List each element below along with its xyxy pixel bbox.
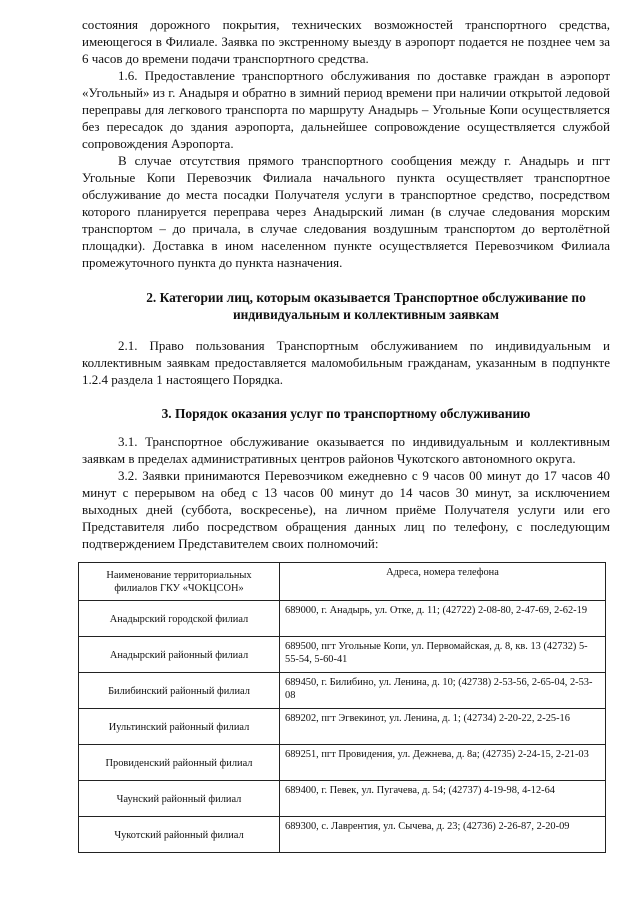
branch-address-cell: 689251, пгт Провидения, ул. Дежнева, д. 8а; (42735) 2-24-15, 2-21-03	[280, 745, 606, 781]
branch-address-cell: 689202, пгт Эгвекинот, ул. Ленина, д. 1; (42734) 2-20-22, 2-25-16	[280, 709, 606, 745]
table-row	[79, 781, 606, 817]
branch-name-cell: Анадырский районный филиал	[79, 637, 280, 673]
branch-name-cell: Чаунский районный филиал	[79, 781, 280, 817]
paragraph-1-6: 1.6. Предоставление транспортного обслуживания по доставке граждан в аэропорт «Угольный» из г. Анадыря и обратно в зимний период времени при наличии открытой ледовой переправы для легкового транспорта по маршруту Анадырь – Угольные Копи осуществляется без пересадок до здания аэропорта, дальнейшее сопровождение осуществляется службой сопровождения Аэропорта.	[82, 68, 610, 151]
branches-table	[78, 562, 606, 853]
header-address: Адреса, номера телефона	[280, 563, 606, 601]
branch-name-cell: Провиденский районный филиал	[79, 745, 280, 781]
branch-name-cell: Билибинский районный филиал	[79, 673, 280, 709]
table-row	[79, 817, 606, 853]
branch-name-cell: Иультинский районный филиал	[79, 709, 280, 745]
branch-address-cell: 689400, г. Певек, ул. Пугачева, д. 54; (42737) 4-19-98, 4-12-64	[280, 781, 606, 817]
section-3-heading: 3. Порядок оказания услуг по транспортному обслуживанию	[161, 406, 531, 421]
header-branch-name: Наименование территориальных филиалов ГКУ «ЧОКЦСОН»	[79, 563, 280, 601]
table-row	[79, 709, 606, 745]
table-header-row	[79, 563, 606, 601]
table-row	[79, 637, 606, 673]
table-row	[79, 601, 606, 637]
branch-address-cell: 689000, г. Анадырь, ул. Отке, д. 11; (42722) 2-08-80, 2-47-69, 2-62-19	[280, 601, 606, 637]
table-row	[79, 673, 606, 709]
branch-address-cell: 689500, пгт Угольные Копи, ул. Первомайская, д. 8, кв. 13 (42732) 5-55-54, 5-60-41	[280, 637, 606, 673]
branch-name-cell: Чукотский районный филиал	[79, 817, 280, 853]
paragraph-continuation: состояния дорожного покрытия, технических возможностей транспортного средства, имеющегося в Филиале. Заявка по экстренному выезду в аэропорт подается не позднее чем за 6 часов до времени подачи транспортного средства.	[82, 17, 610, 66]
paragraph-3-2: 3.2. Заявки принимаются Перевозчиком ежедневно с 9 часов 00 минут до 17 часов 40 минут с перерывом на обед с 13 часов 00 минут до 14 часов 30 минут, за исключением выходных дней (суббота, воскресенье), на личном приёме Получателя услуги или его Представителя либо посредством обращения данных лиц по телефону, с последующим подтверждением Представителем своих полномочий:	[82, 468, 610, 551]
paragraph-no-direct-transport: В случае отсутствия прямого транспортного сообщения между г. Анадырь и пгт Угольные Копи Перевозчик Филиала начального пункта осуществляет транспортное обслуживание до места посадки Получателя услуги в транспортное средство, посредством которого планируется переправа через Анадырский лиман (в случае следования морским транспортом – до причала, в случае следования воздушным транспортом до вертолётной площадки). Доставка в ином населенном пункте осуществляется Перевозчиком Филиала промежуточного пункта до пункта назначения.	[82, 153, 610, 270]
section-2-heading: 2. Категории лиц, которым оказывается Транспортное обслуживание по индивидуальным и коллективным заявкам	[146, 290, 586, 322]
branch-address-cell: 689300, с. Лаврентия, ул. Сычева, д. 23; (42736) 2-26-87, 2-20-09	[280, 817, 606, 853]
branch-address-cell: 689450, г. Билибино, ул. Ленина, д. 10; (42738) 2-53-56, 2-65-04, 2-53-08	[280, 673, 606, 709]
paragraph-3-1: 3.1. Транспортное обслуживание оказывается по индивидуальным и коллективным заявкам в пределах административных центров районов Чукотского автономного округа.	[82, 434, 610, 466]
branch-name-cell: Анадырский городской филиал	[79, 601, 280, 637]
table-row	[79, 745, 606, 781]
paragraph-2-1: 2.1. Право пользования Транспортным обслуживанием по индивидуальным и коллективным заявкам предоставляется маломобильным гражданам, указанным в подпункте 1.2.4 раздела 1 настоящего Порядка.	[82, 338, 610, 387]
